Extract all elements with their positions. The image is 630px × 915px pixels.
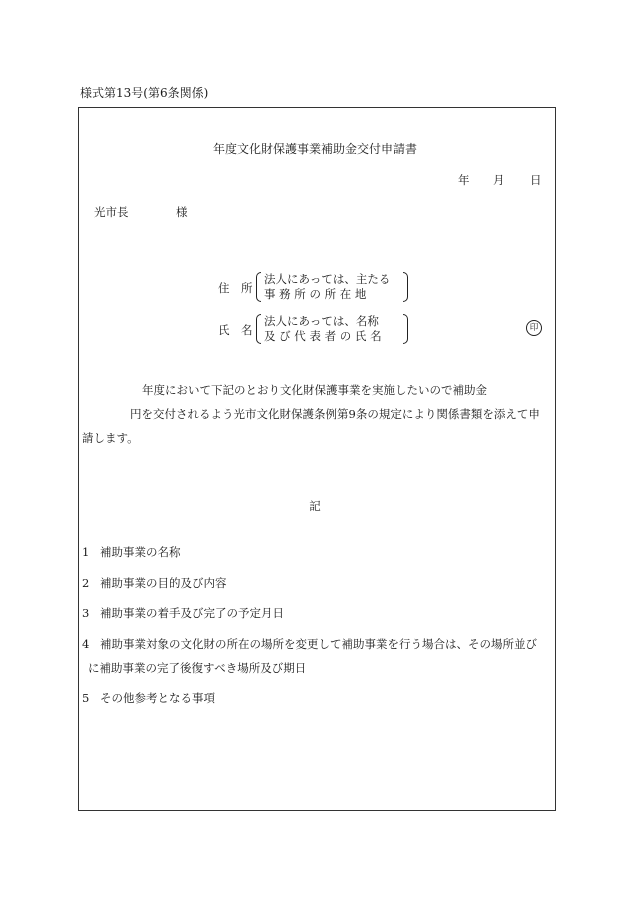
list-item-continuation: に補助事業の完了後復すべき場所及び期日 xyxy=(88,661,307,675)
list-item xyxy=(82,636,537,652)
seal-mark: 印 xyxy=(526,320,542,336)
address-note xyxy=(256,272,408,302)
item-number: 4 xyxy=(82,637,90,651)
list-item xyxy=(82,575,227,591)
name-label: 氏 名 xyxy=(218,323,253,337)
body-line-3: 請します。 xyxy=(82,431,139,445)
item-text: 補助事業の目的及び内容 xyxy=(100,576,227,590)
item-text: 補助事業の名称 xyxy=(100,545,181,559)
item-text: 補助事業対象の文化財の所在の場所を変更して補助事業を行う場合は、その場所並び xyxy=(100,637,537,651)
list-item xyxy=(82,690,215,706)
date-month: 月 xyxy=(493,173,505,187)
addressee-honorific: 様 xyxy=(176,205,188,219)
date-day: 日 xyxy=(530,173,542,187)
address-label: 住 所 xyxy=(218,281,253,295)
ki-heading: 記 xyxy=(309,499,321,513)
body-line-2: 円を交付されるよう光市文化財保護条例第9条の規定により関係書類を添えて申 xyxy=(130,407,540,421)
name-note-line2: 及 び 代 表 者 の 氏 名 xyxy=(264,329,382,343)
address-note-line2: 事 務 所 の 所 在 地 xyxy=(264,287,367,301)
form-number-label: 様式第13号(第6条関係) xyxy=(80,86,209,100)
item-number: 1 xyxy=(82,545,90,559)
list-item xyxy=(82,605,284,621)
address-note-line1: 法人にあっては、主たる xyxy=(264,272,391,286)
left-bracket xyxy=(256,314,261,344)
list-item xyxy=(82,544,181,560)
item-number: 3 xyxy=(82,606,90,620)
body-line-1: 年度において下記のとおり文化財保護事業を実施したいので補助金 xyxy=(142,383,487,397)
right-bracket xyxy=(403,314,408,344)
item-text: その他参考となる事項 xyxy=(100,691,215,705)
addressee-name: 光市長 xyxy=(94,205,129,219)
right-bracket xyxy=(403,272,408,302)
left-bracket xyxy=(256,272,261,302)
item-number: 2 xyxy=(82,576,90,590)
name-note xyxy=(256,314,408,344)
item-number: 5 xyxy=(82,691,90,705)
document-title: 年度文化財保護事業補助金交付申請書 xyxy=(212,142,417,156)
item-text: 補助事業の着手及び完了の予定月日 xyxy=(100,606,284,620)
name-note-line1: 法人にあっては、名称 xyxy=(264,314,379,328)
date-year: 年 xyxy=(458,173,470,187)
